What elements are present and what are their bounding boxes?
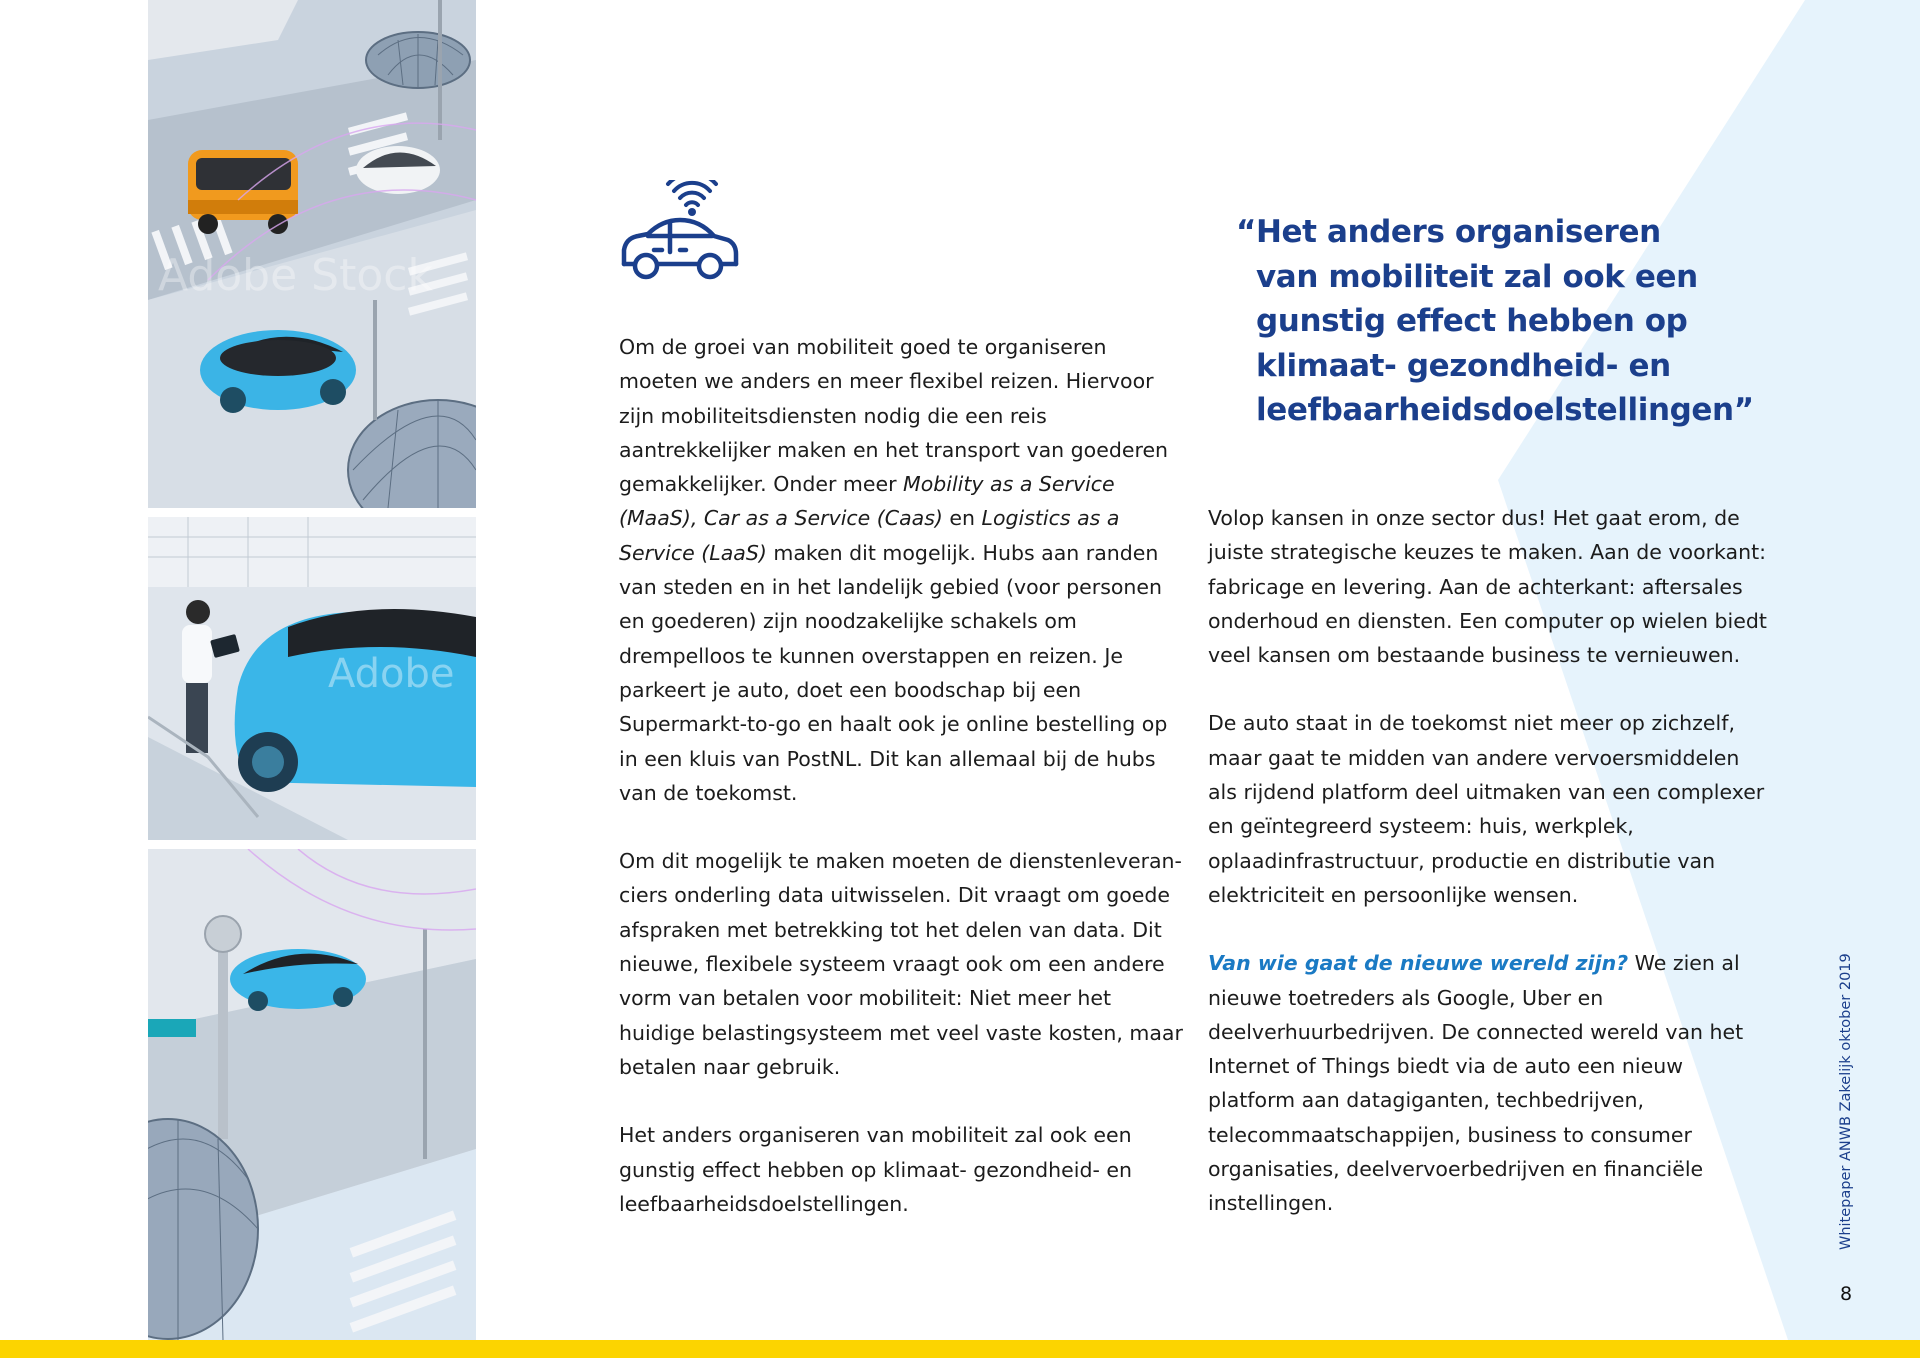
paragraph-opportunities: Volop kansen in onze sector dus! Het gaat erom, de juiste strategische keuzes te maken. Aan de voorkant: fabricage en levering. Aan de achterkant: aftersales onderhoud en diensten. Een computer op wielen biedt veel kansen om bestaande business te vernieuwen. — [1208, 506, 1767, 668]
quote-line: klimaat- gezondheid- en — [1256, 347, 1671, 384]
watermark: Adobe — [328, 651, 455, 697]
watermark: Adobe Stock — [158, 250, 433, 301]
pull-quote — [1236, 210, 1754, 433]
side-label: Whitepaper ANWB Zakelijk oktober 2019 — [1838, 953, 1854, 1250]
photo-column — [148, 0, 476, 1340]
quote-line: “Het anders organiseren — [1236, 214, 1661, 250]
page-number: 8 — [1840, 1283, 1853, 1305]
text-run-italic: Logistics as a Service (LaaS) — [619, 506, 1120, 565]
text-run: en — [942, 506, 982, 531]
paragraph-climate-effect: Het anders organiseren van mobiliteit zal ook een gunstig effect hebben op klimaat- gezondheid- en leefbaarheidsdoelstellingen. — [619, 1123, 1133, 1216]
quote-line: van mobiliteit zal ook een — [1256, 258, 1698, 295]
highlight-question: Van wie gaat de nieuwe wereld zijn? — [1208, 951, 1629, 976]
yellow-footer-bar — [0, 1340, 1920, 1358]
photo-street-corner — [148, 849, 476, 1340]
text-run: maken dit mogelijk. Hubs aan randen van steden en in het landelijk gebied (voor personen en goederen) zijn noodzakelijke schakels om drempelloos te kunnen overstappen en reizen. Je parkeert je auto, doet een boodschap bij een Supermarkt-to-go en haalt ook je online bestelling op in een kluis van PostNL. Dit kan allemaal bij de hubs van de toekomst. — [619, 540, 1168, 805]
paragraph-integrated-system: De auto staat in de toekomst niet meer op zichzelf, maar gaat te midden van andere vervoersmiddelen als rijdend platform deel uitmaken van een complexer en geïntegreerd systeem: huis, werkplek, oplaadinfrastructuur, productie en distributie van elektriciteit en persoonlijke wensen. — [1208, 711, 1765, 907]
right-text-column — [1208, 501, 1768, 1255]
text-run: Om de groei van mobiliteit goed te organiseren moeten we anders en meer flexibel reizen. Hiervoor zijn mobiliteitsdiensten nodig die een reis aantrekkelijker maken en het transport van goederen gemakkelijker. Onder meer — [619, 335, 1169, 497]
paragraph-data-exchange: Om dit mogelijk te maken moeten de dienstenleveran-ciers onderling data uitwisselen. Dit vraagt om goede afspraken met betrekking tot het delen van data. Dit nieuwe, flexibele systeem vraagt ook om een andere vorm van betalen voor mobiliteit: Niet meer het huidige belastingsysteem met veel vaste kosten, maar betalen naar gebruik. — [619, 849, 1183, 1079]
quote-line: leefbaarheidsdoelstellingen” — [1256, 392, 1754, 428]
paragraph-mobility-services — [619, 330, 1189, 810]
left-text-column — [619, 330, 1189, 1255]
photo-person-tablet-car — [148, 517, 476, 840]
quote-line: gunstig effect hebben op — [1256, 303, 1688, 339]
text-run: We zien al nieuwe toetreders als Google, Uber en deelverhuurbedrijven. De connected wereld van het Internet of Things biedt via de auto een nieuw platform aan datagiganten, techbedrijven, telecommaatschappijen, business to consumer organisaties, deelvervoerbedrijven en financiële instellingen. — [1208, 951, 1744, 1216]
connected-car-icon — [618, 180, 740, 292]
paragraph-new-world — [1208, 946, 1768, 1220]
text-run-italic: Mobility as a Service (MaaS), Car as a Service (Caas) — [619, 472, 1115, 531]
photo-autonomous-intersection — [148, 0, 476, 508]
